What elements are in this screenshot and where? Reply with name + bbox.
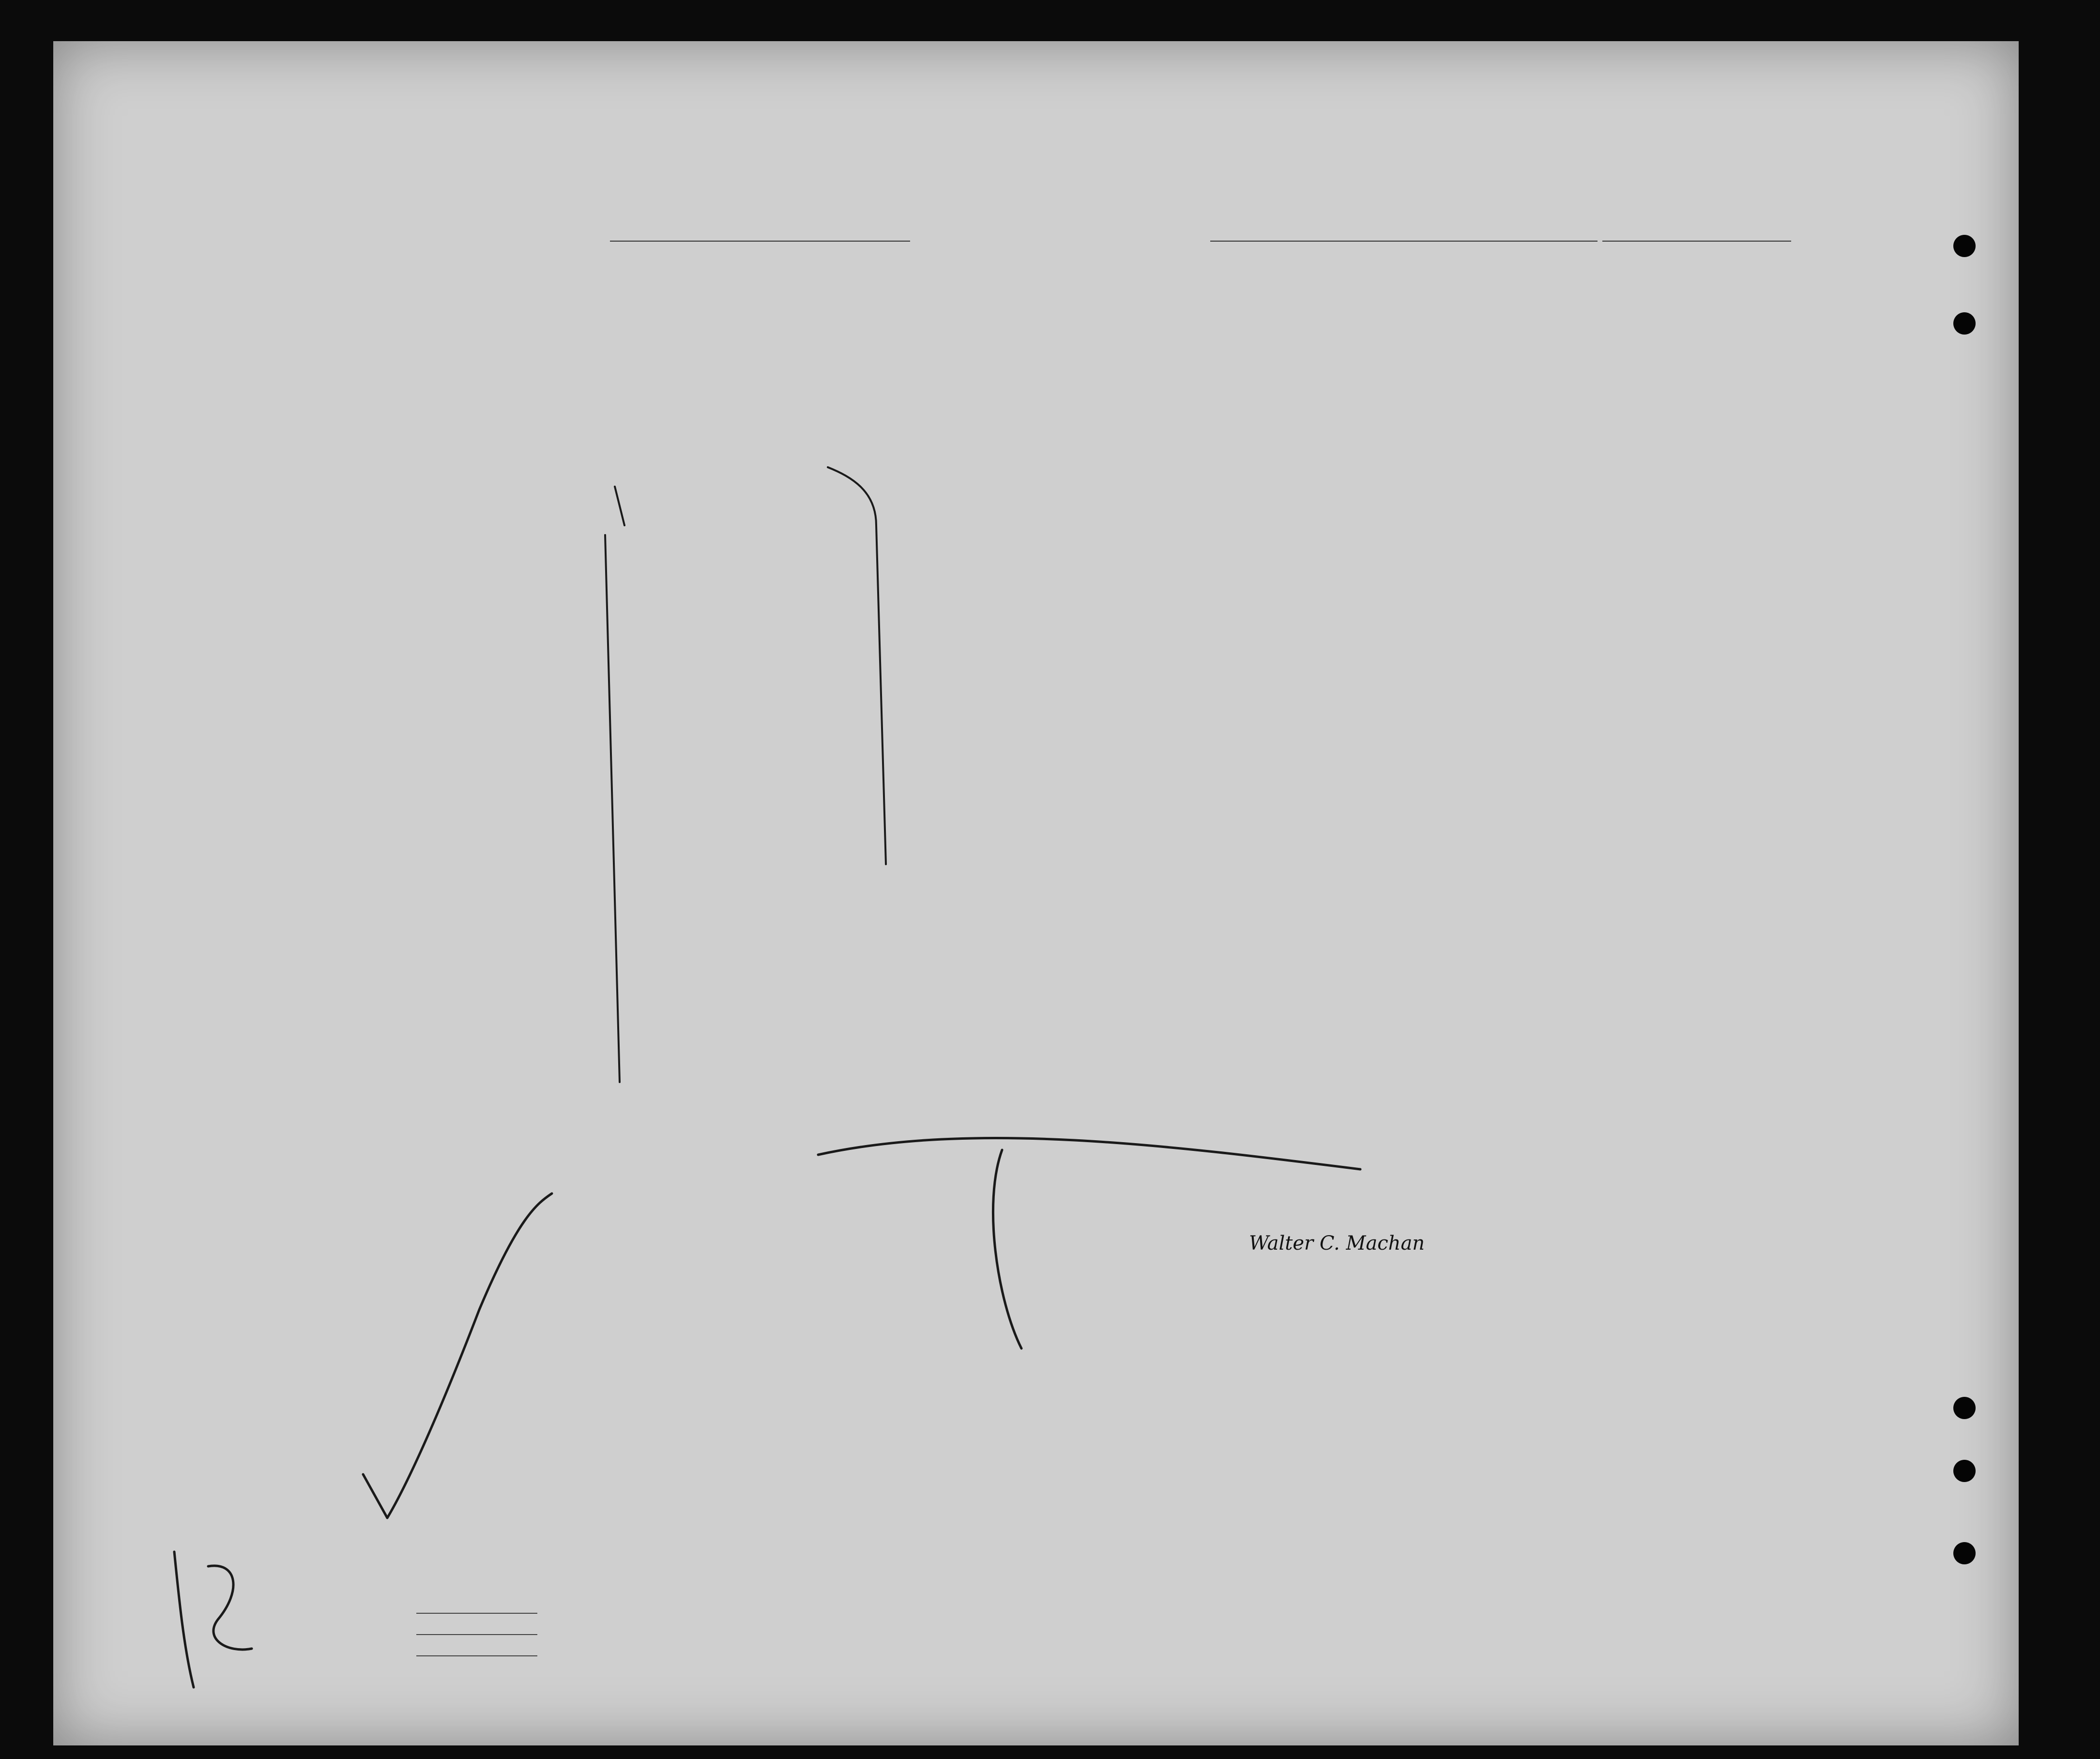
manifest-sheet xyxy=(53,41,2019,1745)
handwriting-overlay xyxy=(53,41,2019,1745)
purser-signature: Walter C. Machan xyxy=(1249,1232,1425,1254)
